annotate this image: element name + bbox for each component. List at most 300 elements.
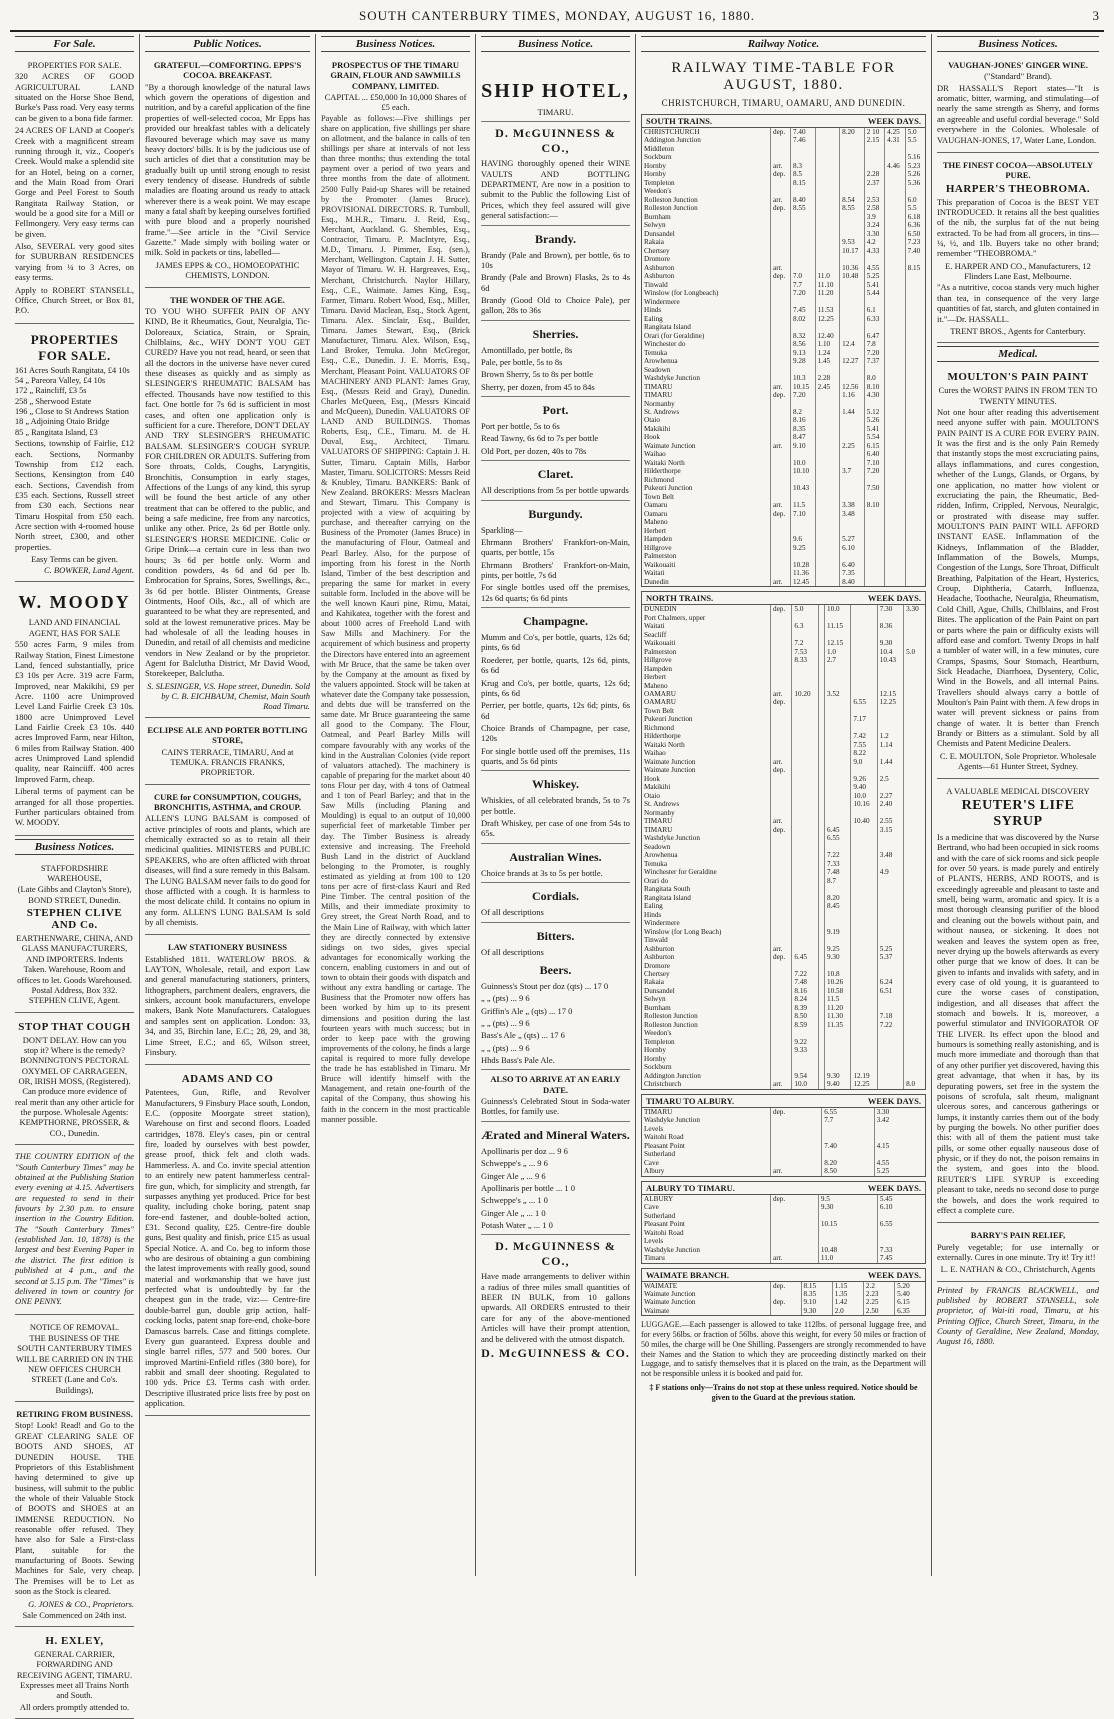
ad-text: EARTHENWARE, CHINA, AND GLASS MANUFACTURERS, AND IMPORTERS. Indents Taken. Warehouse, Room and offices to let. Goods Warehoused. Postal Address, Box 332. STEPHEN CLIVE, Agent.: [16, 933, 133, 1006]
arr-dep-marker: [771, 357, 791, 365]
table-row: [642, 1229, 925, 1237]
section-title: Burgundy.: [528, 506, 583, 521]
table-row: [642, 1080, 925, 1088]
ad-title: REUTER'S LIFE SYRUP: [961, 797, 1075, 829]
column-heading: Business Notices.: [321, 36, 470, 52]
station-name: Richmond: [644, 723, 674, 732]
time-cell: [904, 792, 925, 800]
time-cell: [905, 187, 925, 195]
time-cell: 8.56: [790, 340, 815, 348]
time-cell: [885, 272, 905, 280]
albury-return-table: [641, 1181, 926, 1264]
table-row: [642, 809, 925, 817]
time-cell: [825, 1029, 851, 1037]
price-line: Brandy (Good Old to Choice Pale), per gallon, 28s to 36s: [481, 294, 630, 316]
station-name: Normanby: [644, 808, 675, 817]
arr-dep-marker: [771, 673, 792, 681]
time-cell: 7.7: [790, 281, 815, 289]
arr-dep-marker: [771, 834, 792, 842]
ad-barry: [937, 1226, 1099, 1281]
arr-dep-marker: [771, 851, 792, 859]
time-cell: 6.10: [877, 1203, 925, 1211]
arr-dep-marker: [771, 885, 792, 893]
station-name: Oamaru: [644, 501, 668, 510]
time-cell: [877, 843, 903, 851]
arr-dep-marker: [771, 544, 791, 552]
time-cell: 5.26: [905, 170, 925, 178]
time-cell: 11.0: [818, 1254, 877, 1262]
time-cell: [815, 450, 840, 458]
price-line: Potash Water „ ... 1 0: [481, 1220, 553, 1230]
station-name: Timaru: [644, 1254, 665, 1263]
time-cell: [815, 238, 840, 246]
time-cell: [851, 995, 877, 1003]
time-cell: [905, 467, 925, 475]
ad-title: BARRY'S PAIN RELIEF,: [970, 1230, 1066, 1241]
arr-dep-marker: [771, 894, 792, 902]
albury-table: [641, 1094, 926, 1177]
table-row: [642, 230, 925, 238]
station-name: Herbert: [644, 673, 666, 682]
table-row: [642, 578, 925, 586]
time-cell: [815, 501, 840, 509]
table-row: [642, 1254, 925, 1262]
table-row: [642, 843, 925, 851]
time-cell: [792, 775, 818, 783]
station-name: Hornby: [644, 1054, 666, 1063]
station-name: Sockburn: [644, 1063, 672, 1072]
time-cell: 8.02: [790, 315, 815, 323]
table-row: [642, 145, 925, 153]
time-cell: [885, 289, 905, 297]
time-cell: 9.40: [825, 1080, 851, 1088]
table-row: [642, 527, 925, 535]
time-cell: [885, 510, 905, 518]
time-cell: [851, 902, 877, 910]
property-list: [15, 366, 134, 439]
time-cell: [885, 298, 905, 306]
time-cell: [815, 416, 840, 424]
station-name: Waimate Junction: [644, 1298, 696, 1307]
time-cell: 1.42: [832, 1298, 863, 1306]
station-name: Ealing: [644, 314, 663, 323]
time-cell: 8.22: [851, 749, 877, 757]
table-row: [642, 315, 925, 323]
time-cell: [792, 945, 818, 953]
station-name: Hook: [644, 433, 660, 442]
time-cell: [818, 1212, 877, 1220]
arr-dep-marker: [771, 978, 792, 986]
time-cell: [905, 255, 925, 263]
time-cell: 6.0: [905, 196, 925, 204]
time-cell: [792, 715, 818, 723]
ad-title: THE WONDER OF THE AGE.: [170, 294, 285, 305]
time-cell: [877, 1237, 925, 1245]
time-cell: 12.56: [840, 383, 865, 391]
time-cell: [864, 518, 884, 526]
time-cell: [904, 978, 925, 986]
time-cell: 7.20: [790, 289, 815, 297]
time-cell: [904, 970, 925, 978]
arr-dep-marker: dep.: [771, 698, 792, 706]
time-cell: [792, 614, 818, 622]
station-name: TIMARU: [644, 391, 673, 400]
time-cell: [815, 552, 840, 560]
time-cell: [904, 911, 925, 919]
time-cell: [885, 493, 905, 501]
arr-dep-marker: arr.: [771, 196, 791, 204]
time-cell: 9.53: [840, 238, 865, 246]
time-cell: 6.55: [851, 698, 877, 706]
time-cell: 2.25: [840, 442, 865, 450]
time-cell: [840, 136, 865, 144]
station-name: Ealing: [644, 902, 663, 911]
ad-signature: JAMES EPPS & CO., HOMOEOPATHIC CHEMISTS, LONDON.: [155, 259, 300, 281]
ad-prospectus: [321, 56, 470, 1130]
masthead-title: SOUTH CANTERBURY TIMES, MONDAY, AUGUST 16, 1880.: [359, 8, 755, 23]
time-cell: [851, 843, 877, 851]
time-cell: 6.1: [864, 306, 884, 314]
table-row: [642, 1203, 925, 1211]
time-cell: [815, 527, 840, 535]
arr-dep-marker: [771, 527, 791, 535]
station-name: TIMARU: [644, 817, 673, 826]
time-cell: 5.25: [864, 272, 884, 280]
time-cell: 5.36: [905, 179, 925, 187]
time-cell: 3.52: [825, 690, 851, 698]
price-line: Roederer, per bottle, quarts, 12s 6d, pints, 6s 6d: [481, 654, 630, 676]
ad-slesinger: [145, 291, 310, 718]
table-row: [642, 1167, 925, 1175]
station-name: Rolleston Junction: [644, 1012, 698, 1021]
table-row: [642, 732, 925, 740]
time-cell: [885, 179, 905, 187]
time-cell: [840, 527, 865, 535]
table-row: [642, 631, 925, 639]
station-name: Rangitata Island: [644, 323, 691, 332]
station-name: WAIMATE: [644, 1281, 678, 1290]
time-cell: [815, 569, 840, 577]
station-name: Sockburn: [644, 153, 672, 162]
time-cell: [885, 247, 905, 255]
column-6: [932, 34, 1104, 1576]
ad-vaughan-jones: [937, 56, 1099, 153]
ad-waterlow: [145, 938, 310, 1065]
time-cell: 1.2: [877, 732, 903, 740]
table-row: [642, 928, 925, 936]
time-cell: [885, 238, 905, 246]
ad-text: This preparation of Cocoa is the BEST YET INTRODUCED. It retains all the best qualities of the nib, the surplus fat of the nut being extracted. To be had from all grocers, in tins—¼, ½, and 1lb. Buyers take no other brand; remember "THEOBROMA.": [937, 196, 1099, 259]
table-row: [642, 766, 925, 774]
time-cell: 10.16: [851, 800, 877, 808]
table-row: [642, 792, 925, 800]
arr-dep-marker: [771, 459, 791, 467]
time-cell: 7.8: [864, 340, 884, 348]
arr-dep-marker: dep.: [771, 1195, 819, 1203]
time-cell: [825, 749, 851, 757]
time-cell: [792, 749, 818, 757]
time-cell: [822, 1150, 874, 1158]
time-cell: [840, 552, 865, 560]
arr-dep-marker: arr.: [771, 578, 791, 586]
station-name: Hinds: [644, 306, 662, 315]
ad-signature: Apply to ROBERT STANSELL, Office, Church Street, or Box 81, P.O.: [15, 284, 134, 316]
time-cell: [790, 298, 815, 306]
time-cell: [904, 868, 925, 876]
station-name: St. Andrews: [644, 407, 680, 416]
ad-subtitle: Cures the WORST PAINS IN FROM TEN TO TWENTY MINUTES.: [938, 385, 1098, 406]
arr-dep-marker: arr.: [771, 162, 791, 170]
time-cell: [840, 298, 865, 306]
table-label: WEEK DAYS.: [867, 1182, 921, 1193]
timetable-subtitle: CHRISTCHURCH, TIMARU, OAMARU, AND DUNEDIN.: [661, 98, 906, 108]
time-cell: [877, 749, 903, 757]
time-cell: [904, 894, 925, 902]
time-cell: [905, 518, 925, 526]
ad-title: RETIRING FROM BUSINESS.: [16, 1409, 133, 1420]
arr-dep-marker: [771, 1290, 802, 1298]
time-cell: 8.0: [864, 374, 884, 382]
time-cell: 10.48: [840, 272, 865, 280]
time-cell: [885, 170, 905, 178]
time-cell: 8.10: [864, 501, 884, 509]
time-cell: [885, 535, 905, 543]
arr-dep-marker: [771, 400, 791, 408]
time-cell: [905, 400, 925, 408]
time-cell: [851, 1021, 877, 1029]
time-cell: [885, 425, 905, 433]
ad-title: NOTICE OF REMOVAL.: [29, 1321, 120, 1332]
time-cell: 9.25: [825, 945, 851, 953]
time-cell: [885, 544, 905, 552]
ad-text: CAPITAL ... £50,000 In 10,000 Shares of £5 each.: [324, 92, 467, 113]
arr-dep-marker: dep.: [771, 272, 791, 280]
time-cell: [864, 476, 884, 484]
time-cell: [792, 1055, 818, 1063]
time-cell: 7.18: [877, 1012, 903, 1020]
time-cell: 6.15: [864, 442, 884, 450]
time-cell: [840, 416, 865, 424]
station-name: Dunedin: [644, 577, 669, 586]
time-cell: [904, 809, 925, 817]
ad-signature: E. HARPER AND CO., Manufacturers, 12 Flinders Lane East, Melbourne.: [945, 260, 1091, 282]
time-cell: [851, 877, 877, 885]
arr-dep-marker: arr.: [771, 1080, 792, 1088]
station-name: Pleasant Point: [644, 1220, 685, 1229]
arr-dep-marker: [771, 1046, 792, 1054]
arr-dep-marker: [771, 332, 791, 340]
list-item: 258 „ Sherwood Estate: [15, 396, 92, 406]
time-cell: [792, 809, 818, 817]
time-cell: 8.32: [790, 332, 815, 340]
time-cell: 8.55: [840, 204, 865, 212]
arr-dep-marker: [771, 289, 791, 297]
time-cell: [864, 400, 884, 408]
time-cell: [904, 834, 925, 842]
table-row: [642, 911, 925, 919]
station-name: Washdyke Junction: [644, 834, 700, 843]
station-name: Ashburton: [644, 263, 675, 272]
table-row: [642, 221, 925, 229]
time-cell: [851, 605, 877, 613]
station-name: Waitati: [644, 569, 665, 578]
table-row: [642, 213, 925, 221]
time-cell: [905, 501, 925, 509]
station-name: OAMARU: [644, 690, 676, 698]
time-cell: [825, 682, 851, 690]
time-cell: [840, 315, 865, 323]
time-cell: 5.40: [895, 1290, 925, 1298]
table-row: [642, 561, 925, 569]
ad-text: THE BUSINESS OF THE SOUTH CANTERBURY TIMES WILL BE CARRIED ON IN THE NEW OFFICES CHURCH STREET (Lane and Co's. Buildings),: [15, 1332, 134, 1395]
price-line: Brandy (Pale and Brown) Flasks, 2s to 4s 6d: [481, 272, 630, 293]
arr-dep-marker: [771, 911, 792, 919]
time-cell: [905, 493, 925, 501]
table-row: [642, 383, 925, 391]
table-row: [642, 1142, 925, 1150]
time-cell: [885, 315, 905, 323]
station-name: OAMARU: [644, 698, 676, 707]
arr-dep-marker: [771, 315, 791, 323]
station-name: Addington Junction: [644, 136, 701, 145]
time-cell: [825, 783, 851, 791]
table-row: [642, 817, 925, 825]
time-cell: [877, 1063, 903, 1071]
time-cell: [840, 459, 865, 467]
table-row: [642, 1021, 925, 1029]
time-cell: 10.43: [790, 484, 815, 492]
time-cell: 8.15: [905, 264, 925, 272]
price-line: Ehrmann Brothers' Frankfort-on-Main, pints, per bottle, 7s 6d: [481, 559, 630, 580]
station-name: Oamaru: [644, 509, 668, 518]
arr-dep-marker: [771, 1116, 822, 1124]
time-cell: [790, 527, 815, 535]
time-cell: [792, 1029, 818, 1037]
time-cell: [840, 306, 865, 314]
time-cell: [851, 978, 877, 986]
table-row: [642, 493, 925, 501]
time-cell: 8.45: [825, 902, 851, 910]
time-cell: [825, 715, 851, 723]
price-line: Perrier, per bottle, quarts, 12s 6d; pints, 6s 6d: [481, 700, 630, 721]
arr-dep-marker: [771, 809, 792, 817]
time-cell: 10.58: [825, 987, 851, 995]
price-line: All descriptions from 5s per bottle upwards: [481, 485, 629, 496]
station-name: Seadown: [644, 365, 671, 374]
list-item: 196 „ Close to St Andrews Station: [15, 407, 129, 417]
price-line: Hhds Bass's Pale Ale.: [481, 1055, 555, 1066]
time-cell: [825, 775, 851, 783]
time-cell: [885, 221, 905, 229]
time-cell: 7.20: [864, 349, 884, 357]
time-cell: 4.55: [874, 1159, 925, 1167]
station-name: Windermere: [644, 297, 680, 306]
table-row: [642, 425, 925, 433]
arr-dep-marker: dep.: [771, 953, 792, 961]
time-cell: [904, 1063, 925, 1071]
time-cell: 9.22: [792, 1038, 818, 1046]
ad-text: "By a thorough knowledge of the natural laws which govern the operations of digestion and nutrition, and by a careful application of the fine properties of well-selected cocoa, Mr Epps has provided our breakfast tables with a delicately flavoured beverage which may save us many heavy doctors' bills. It is by the judicious use of such articles of diet that a constitution may be gradually built up until strong enough to resist every tendency of disease. Hundreds of subtle maladies are floating around us ready to attack wherever there is a weak point. We may escape many a fatal shaft by keeping ourselves fortified with pure blood and a properly nourished frame."—See article in the "Civil Service Gazette." Made simply with boiling water or milk. Sold in packets or tins, labelled—: [145, 81, 310, 258]
table-row: [642, 605, 925, 613]
time-cell: [877, 783, 903, 791]
time-cell: [864, 255, 884, 263]
time-cell: [904, 843, 925, 851]
ad-intro: A VALUABLE MEDICAL DISCOVERY: [946, 785, 1090, 796]
arr-dep-marker: [771, 902, 792, 910]
arr-dep-marker: [771, 1055, 792, 1063]
station-name: Burnham: [644, 212, 671, 221]
time-cell: 6.51: [877, 987, 903, 995]
time-cell: [851, 724, 877, 732]
time-cell: [851, 673, 877, 681]
time-cell: [851, 707, 877, 715]
time-cell: [885, 187, 905, 195]
ad-subtitle: LAND AND FINANCIAL AGENT, HAS FOR SALE: [28, 617, 121, 638]
table-row: [642, 962, 925, 970]
time-cell: [825, 766, 851, 774]
time-cell: [792, 868, 818, 876]
arr-dep-marker: [771, 349, 791, 357]
ad-title: GRATEFUL—COMFORTING. EPPS'S COCOA. BREAKFAST.: [153, 60, 302, 81]
arr-dep-marker: [771, 1246, 819, 1254]
table-row: [642, 749, 925, 757]
time-cell: 12.45: [790, 578, 815, 586]
table-row: [642, 614, 925, 622]
time-cell: [905, 484, 925, 492]
price-line: Ginger Ale „ ... 1 0: [481, 1207, 546, 1218]
time-cell: 2.15: [864, 136, 884, 144]
time-cell: [840, 153, 865, 161]
table-row: [642, 544, 925, 552]
time-cell: 10.10: [790, 467, 815, 475]
station-name: Otaio: [644, 791, 660, 800]
time-cell: [904, 622, 925, 630]
station-name: Rakaia: [644, 978, 664, 987]
table-row: [642, 715, 925, 723]
arr-dep-marker: arr.: [771, 817, 792, 825]
station-name: Hook: [644, 774, 660, 783]
time-cell: [851, 614, 877, 622]
time-cell: [904, 953, 925, 961]
time-cell: [877, 911, 903, 919]
price-line: Sherry, per dozen, from 45 to 84s: [481, 381, 595, 392]
time-cell: [815, 408, 840, 416]
time-cell: 1.16: [840, 391, 865, 399]
time-cell: [815, 255, 840, 263]
station-name: Richmond: [644, 475, 674, 484]
time-cell: [825, 911, 851, 919]
ad-title: VAUGHAN-JONES' GINGER WINE.: [948, 60, 1088, 70]
price-line: „ „ (pts) ... 9 6: [481, 1042, 530, 1053]
arr-dep-marker: dep.: [771, 1282, 802, 1290]
ad-text: (Late Gibbs and Clayton's Store), BOND STREET, Dunedin.: [17, 884, 132, 905]
time-cell: 4.2: [864, 238, 884, 246]
table-row: [642, 476, 925, 484]
time-cell: 9.30: [801, 1307, 832, 1315]
station-name: Levels: [644, 1237, 664, 1246]
station-name: Winchester do: [644, 340, 686, 349]
closing-owner: D. McGUINNESS & CO.,: [495, 1239, 616, 1269]
table-label: WAIMATE BRANCH.: [646, 1269, 729, 1280]
time-cell: 9.19: [825, 928, 851, 936]
time-cell: 2.25: [863, 1298, 894, 1306]
time-cell: [825, 741, 851, 749]
table-row: [642, 682, 925, 690]
time-cell: [840, 518, 865, 526]
time-cell: [885, 391, 905, 399]
time-cell: 8.16: [790, 416, 815, 424]
arr-dep-marker: [771, 639, 792, 647]
